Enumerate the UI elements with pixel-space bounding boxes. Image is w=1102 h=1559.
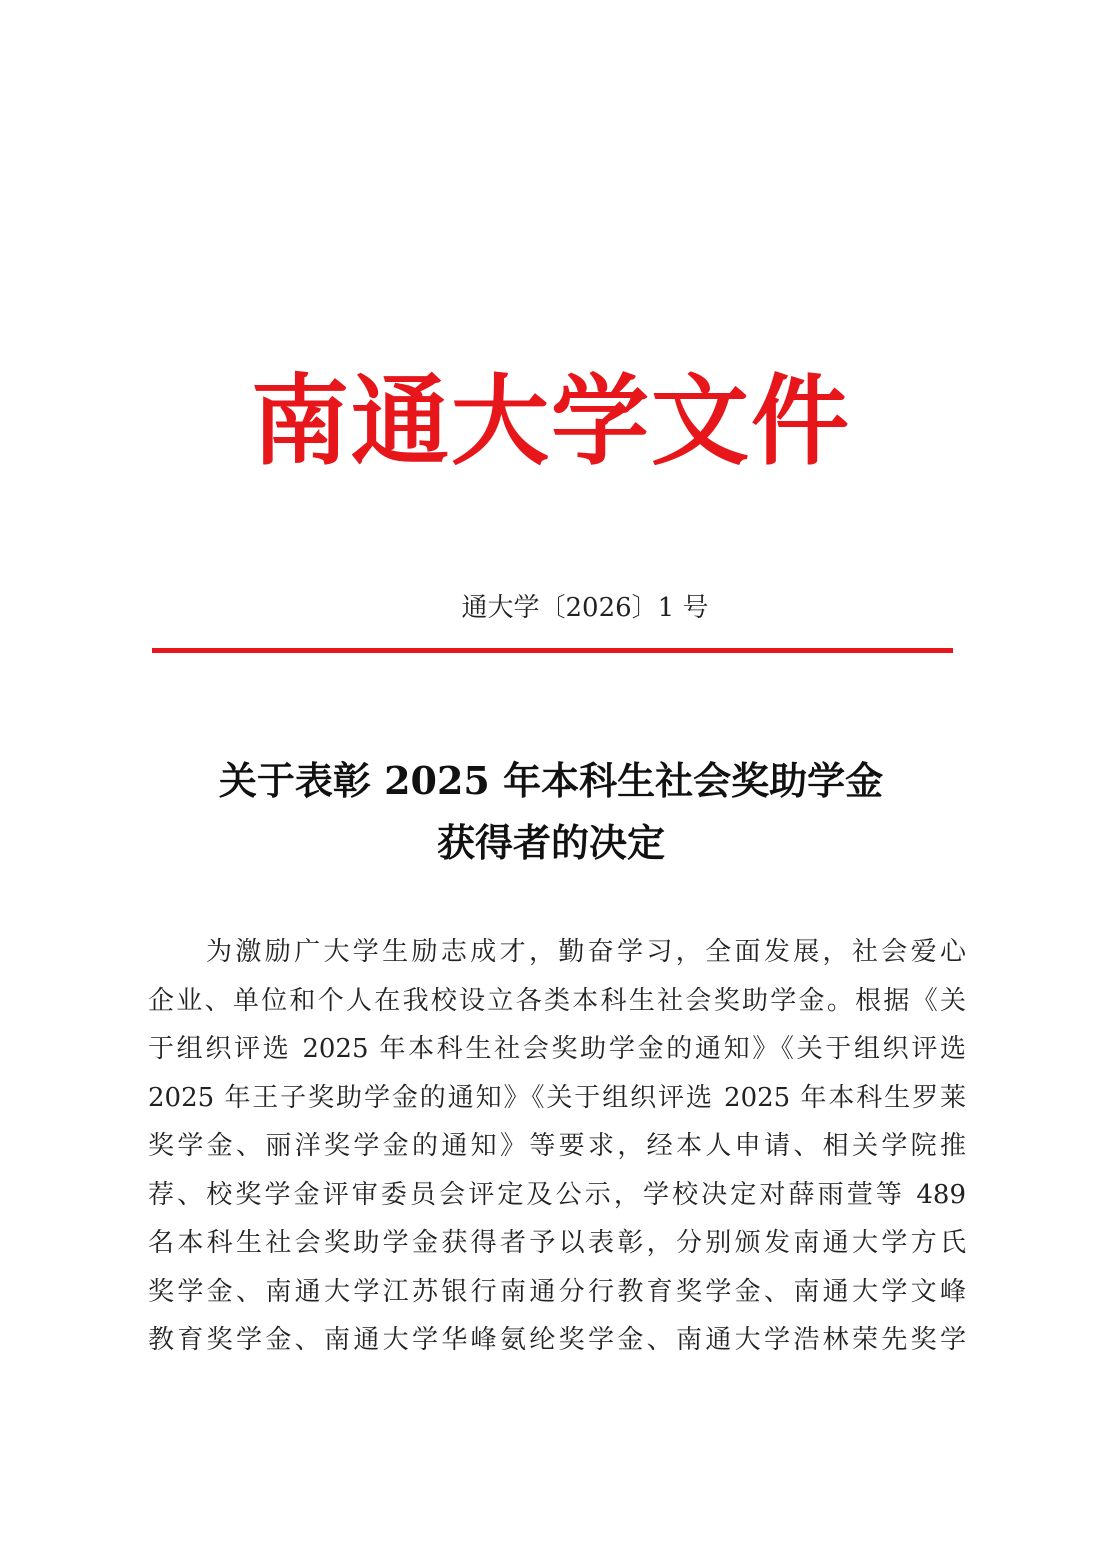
masthead-title: 南通大学文件 [250, 364, 851, 479]
body-paragraph [148, 928, 966, 1365]
body-line: 为激励广大学生励志成才，勤奋学习，全面发展，社会爱心 [206, 937, 966, 967]
body-line: 荐、校奖学金评审委员会评定及公示，学校决定对薛雨萱等 489 [148, 1179, 966, 1210]
document-number: 通大学〔2026〕1 号 [461, 593, 709, 623]
body-line: 名本科生社会奖助学金获得者予以表彰，分别颁发南通大学方氏 [148, 1228, 966, 1258]
body-line: 企业、单位和个人在我校设立各类本科生社会奖助学金。根据《关 [148, 985, 966, 1016]
body-line: 2025 年王子奖助学金的通知》《关于组织评选 2025 年本科生罗莱 [148, 1082, 966, 1113]
body-line: 教育奖学金、南通大学华峰氨纶奖学金、南通大学浩林荣先奖学 [148, 1325, 966, 1355]
document-title-line-1: 关于表彰 2025 年本科生社会奖助学金 [218, 758, 884, 803]
red-divider-line [152, 648, 953, 653]
body-line: 于组织评选 2025 年本科生社会奖助学金的通知》《关于组织评选 [148, 1034, 966, 1064]
document-title [0, 750, 1102, 874]
body-line: 奖学金、丽洋奖学金的通知》等要求，经本人申请、相关学院推 [148, 1131, 966, 1161]
document-title-line-2: 获得者的决定 [436, 820, 665, 865]
body-line: 奖学金、南通大学江苏银行南通分行教育奖学金、南通大学文峰 [148, 1276, 966, 1307]
